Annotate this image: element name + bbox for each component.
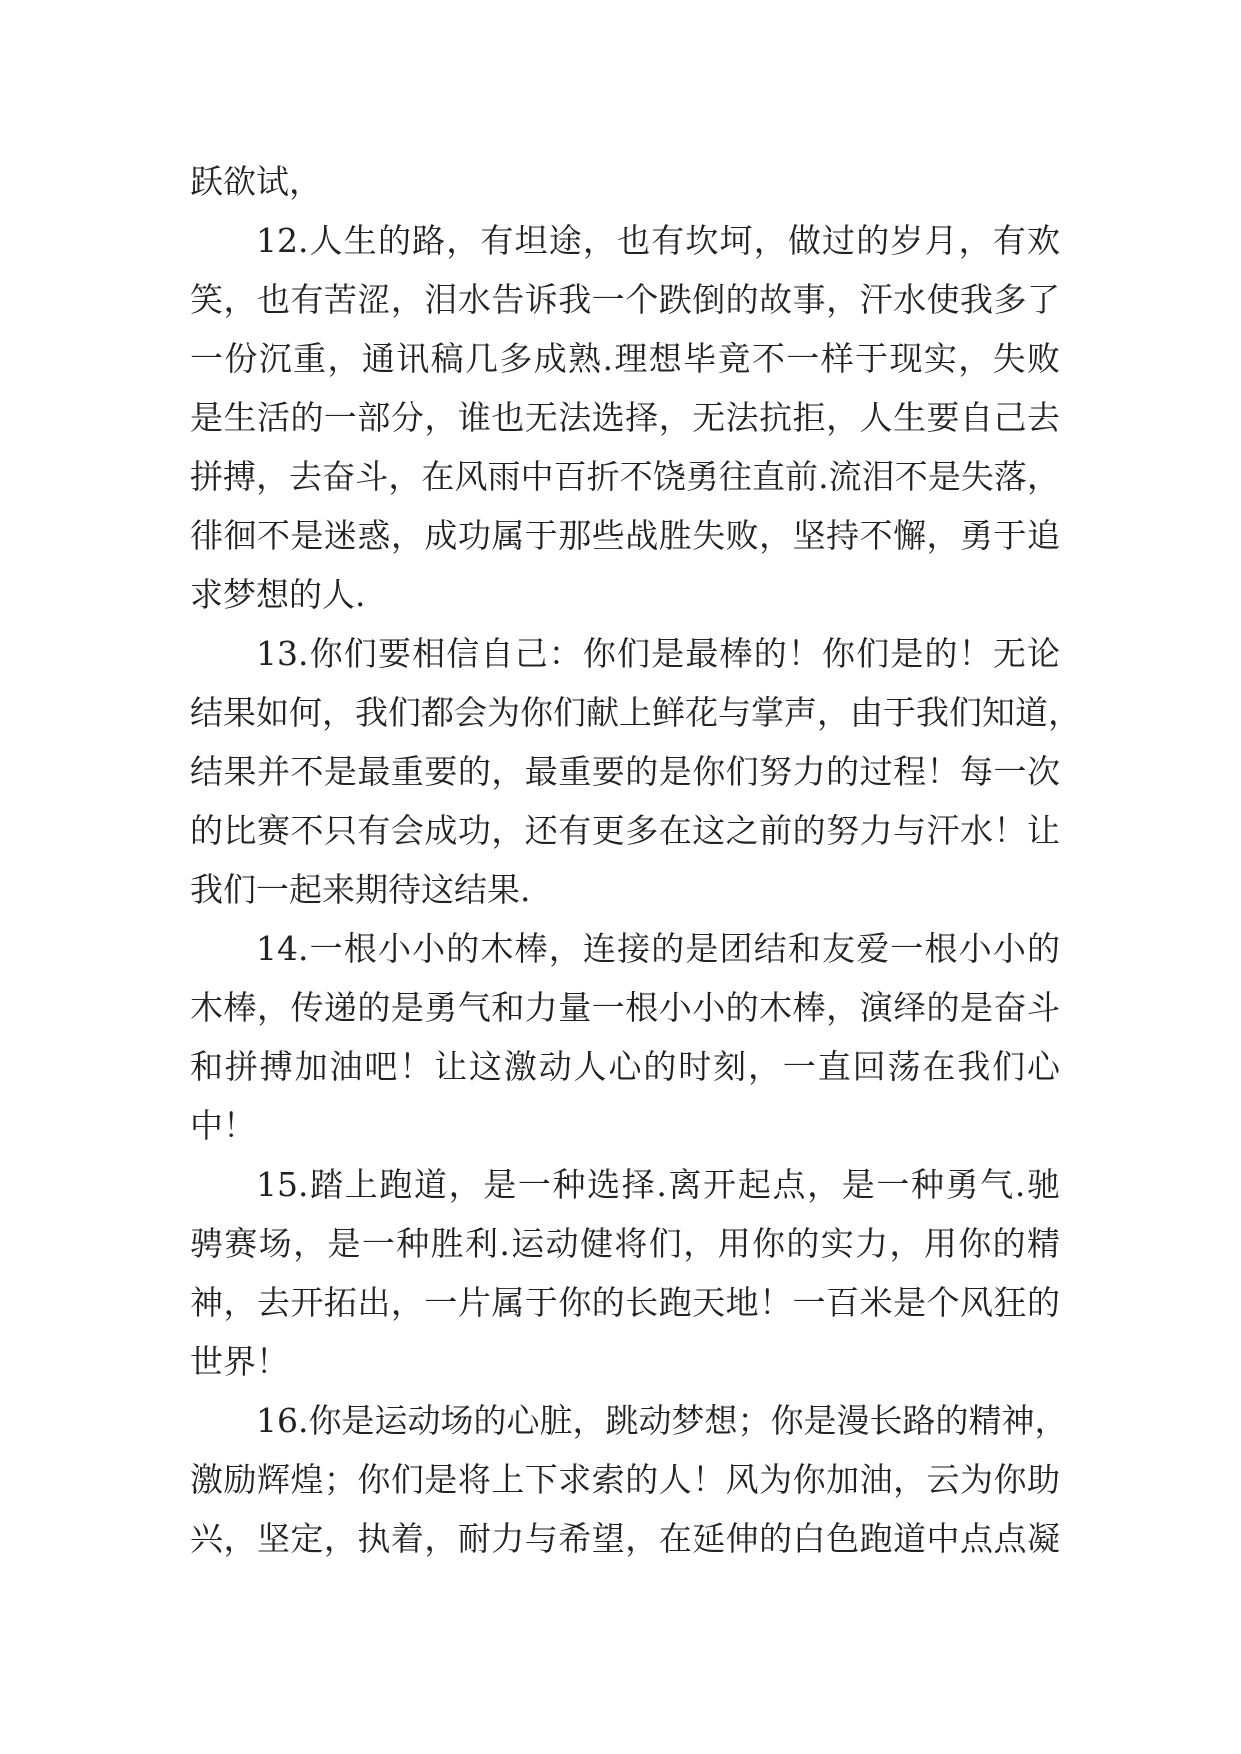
text-line: 神，去开拓出，一片属于你的长跑天地！一百米是个风狂的 bbox=[190, 1283, 1060, 1322]
text-line: 激励辉煌；你们是将上下求索的人！风为你加油，云为你助 bbox=[190, 1460, 1060, 1499]
text-line: 徘徊不是迷惑，成功属于那些战胜失败，坚持不懈，勇于追 bbox=[190, 516, 1060, 555]
text-line: 跃欲试， bbox=[190, 162, 322, 201]
text-line: 木棒，传递的是勇气和力量一根小小的木棒，演绎的是奋斗 bbox=[190, 988, 1060, 1027]
paragraph-first-line: 15.踏上跑道，是一种选择.离开起点，是一种勇气.驰 bbox=[256, 1165, 1060, 1204]
text-line: 笑，也有苦涩，泪水告诉我一个跌倒的故事，汗水使我多了 bbox=[190, 280, 1060, 319]
paragraph-first-line: 13.你们要相信自己：你们是最棒的！你们是的！无论 bbox=[256, 634, 1060, 673]
text-line: 结果如何，我们都会为你们献上鲜花与掌声，由于我们知道， bbox=[190, 693, 1081, 732]
text-line: 拼搏，去奋斗，在风雨中百折不饶勇往直前.流泪不是失落， bbox=[190, 457, 1060, 496]
text-line: 兴，坚定，执着，耐力与希望，在延伸的白色跑道中点点凝 bbox=[190, 1519, 1060, 1558]
text-line: 是生活的一部分，谁也无法选择，无法抗拒，人生要自己去 bbox=[190, 398, 1060, 437]
paragraph-first-line: 14.一根小小的木棒，连接的是团结和友爱一根小小的 bbox=[256, 929, 1060, 968]
body-text bbox=[190, 152, 1081, 1568]
text-line: 一份沉重，通讯稿几多成熟.理想毕竟不一样于现实，失败 bbox=[190, 339, 1060, 378]
text-line: 我们一起来期待这结果. bbox=[190, 870, 531, 909]
text-line: 的比赛不只有会成功，还有更多在这之前的努力与汗水！让 bbox=[190, 811, 1060, 850]
text-line: 结果并不是最重要的，最重要的是你们努力的过程！每一次 bbox=[190, 752, 1060, 791]
text-line: 求梦想的人. bbox=[190, 575, 366, 614]
text-line: 骋赛场，是一种胜利.运动健将们，用你的实力，用你的精 bbox=[190, 1224, 1060, 1263]
text-line: 和拼搏加油吧！让这激动人心的时刻，一直回荡在我们心 bbox=[190, 1047, 1060, 1086]
text-line: 世界！ bbox=[190, 1342, 289, 1381]
text-line: 中！ bbox=[190, 1106, 256, 1145]
paragraph-first-line: 16.你是运动场的心脏，跳动梦想；你是漫长路的精神， bbox=[256, 1401, 1068, 1440]
paragraph-first-line: 12.人生的路，有坦途，也有坎坷，做过的岁月，有欢 bbox=[256, 221, 1060, 260]
